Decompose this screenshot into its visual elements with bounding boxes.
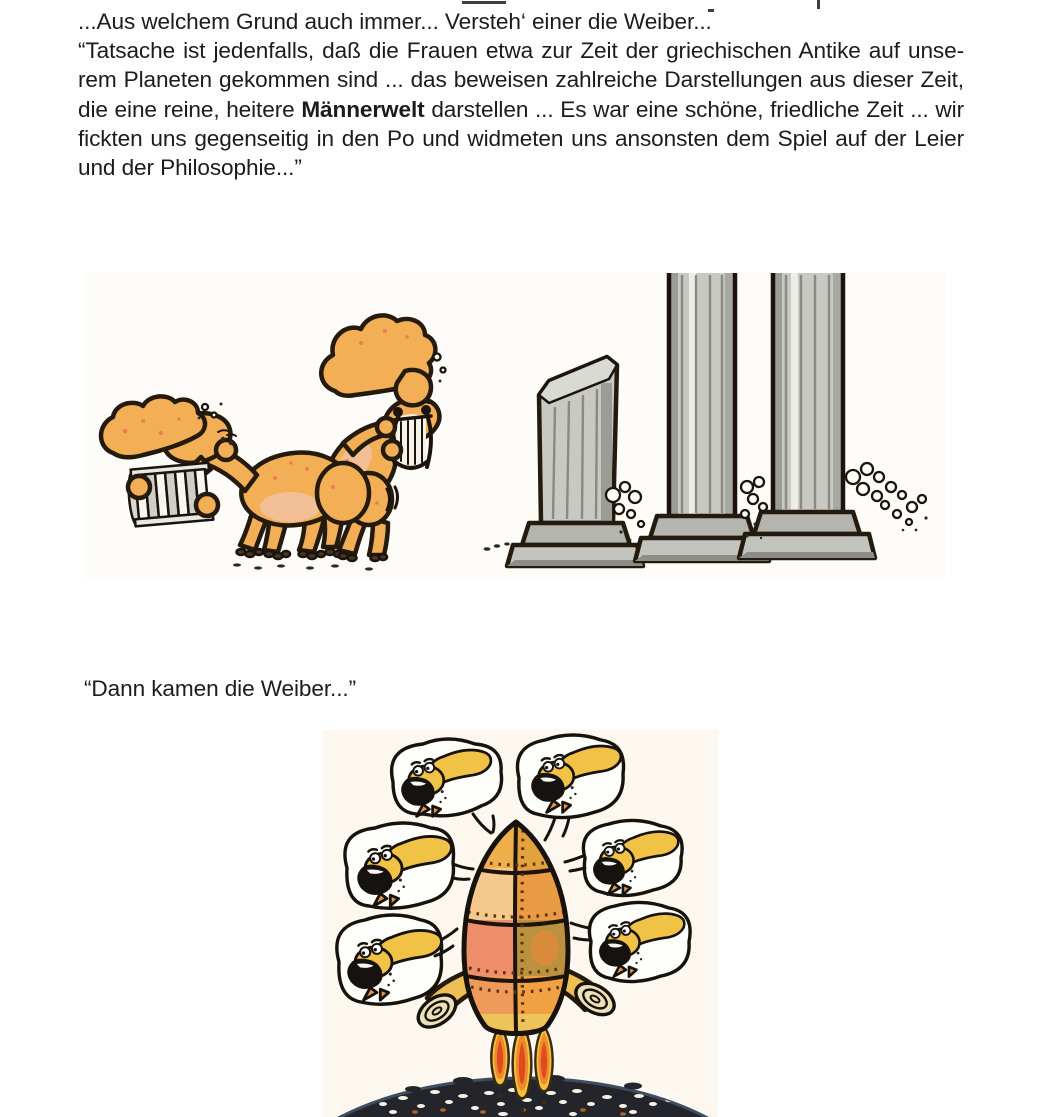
cropped-text-remnant — [462, 1, 506, 4]
greek-scene-illustration — [85, 273, 945, 578]
paragraph-line: die eine reine, heitere Männerwelt darstellen ... Es war eine schöne, friedliche Zeit ... wir — [78, 96, 964, 122]
paragraph-line: fickten uns gegenseitig in den Po und widmeten uns ansonsten dem Spiel auf der Leier — [78, 125, 964, 151]
caption-line: “Dann kamen die Weiber...” — [84, 676, 356, 701]
narration-text-block — [78, 7, 964, 182]
bold-word: Männerwelt — [301, 96, 425, 122]
intro-line: ...Aus welchem Grund auch immer... Versteh‘ einer die Weiber... — [78, 9, 712, 34]
paragraph-line: “Tatsache ist jedenfalls, daß die Frauen etwa zur Zeit der griechischen Antike auf unse- — [78, 38, 964, 64]
paragraph-line: rem Planeten gekommen sind ... das beweisen zahlreiche Darstellungen aus dieser Zeit, — [78, 67, 964, 93]
rocket-scene-illustration — [323, 730, 718, 1117]
paragraph-line: und der Philosophie...” — [78, 155, 302, 181]
